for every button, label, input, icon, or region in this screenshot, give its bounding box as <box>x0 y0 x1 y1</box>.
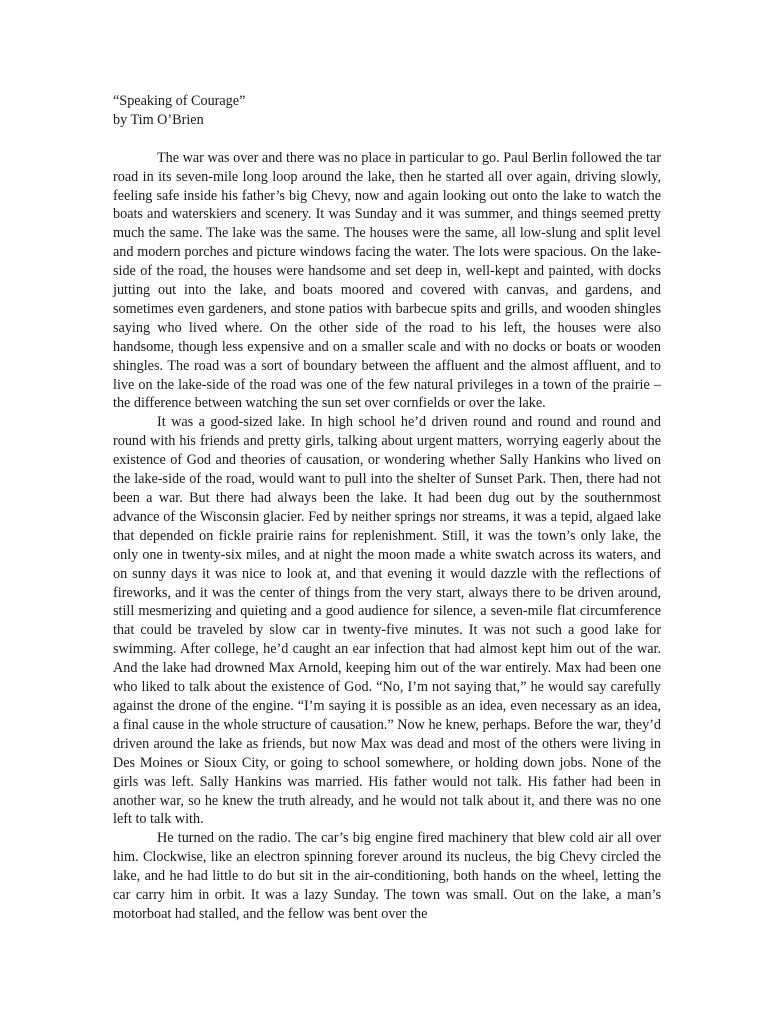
document-byline: by Tim O’Brien <box>113 111 204 128</box>
title-block <box>113 92 661 130</box>
paragraph-3: He turned on the radio. The car’s big engine fired machinery that blew cold air all over him. Clockwise, like an electron spinning forever around its nucleus, the big Chevy circled the lake, and he had little to do but sit in the air-conditioning, both hands on the wheel, letting the car carry him in orbit. It was a lazy Sunday. The town was small. Out on the lake, a man’s motorboat had stalled, and the fellow was bent over the <box>113 830 661 922</box>
paragraph-2: It was a good-sized lake. In high school he’d driven round and round and round and round with his friends and pretty girls, talking about urgent matters, worrying eagerly about the existence of God and theories of causation, or wondering whether Sally Hankins who lived on the lake-side of the road, would want to pull into the shelter of Sunset Park. Then, there had not been a war. But there had always been the lake. It had been dug out by the southernmost advance of the Wisconsin glacier. Fed by neither springs nor streams, it was a tepid, algaed lake that depended on fickle prairie rains for replenishment. Still, it was the town’s only lake, the only one in twenty-six miles, and at night the moon made a white swatch across its waters, and on sunny days it was nice to look at, and that evening it would dazzle with the reflections of fireworks, and it was the center of things from the very start, always there to be driven around, still mesmerizing and quieting and a good audience for silence, a seven-mile flat circumference that could be traveled by slow car in twenty-five minutes. It was not such a good lake for swimming. After college, he’d caught an ear infection that had almost kept him out of the war. And the lake had drowned Max Arnold, keeping him out of the war entirely. Max had been one who liked to talk about the existence of God. “No, I’m not saying that,” he would say carefully against the drone of the engine. “I’m saying it is possible as an idea, even necessary as an idea, a final cause in the whole structure of causation.” Now he knew, perhaps. Before the war, they’d driven around the lake as friends, but now Max was dead and most of the others were living in Des Moines or Sioux City, or going to school somewhere, or holding down jobs. None of the girls was left. Sally Hankins was married. His father would not talk. His father had been in another war, so he knew the truth already, and he would not talk about it, and there was no one left to talk with. <box>113 414 661 828</box>
document-page <box>113 92 661 924</box>
document-title: “Speaking of Courage” <box>113 93 246 109</box>
paragraph-1: The war was over and there was no place in particular to go. Paul Berlin followed the tar road in its seven-mile long loop around the lake, then he started all over again, driving slowly, feeling safe inside his father’s big Chevy, now and again looking out onto the lake to watch the boats and waterskiers and scenery. It was Sunday and it was summer, and things seemed pretty much the same. The lake was the same. The houses were the same, all low-slung and split level and modern porches and picture windows facing the water. The lots were spacious. On the lake-side of the road, the houses were handsome and set deep in, well-kept and painted, with docks jutting out into the lake, and boats moored and covered with canvas, and gardens, and sometimes even gardeners, and stone patios with barbecue spits and grills, and wooden shingles saying who lived where. On the other side of the road to his left, the houses were also handsome, though less expensive and on a smaller scale and with no docks or boats or wooden shingles. The road was a sort of boundary between the affluent and the almost affluent, and to live on the lake-side of the road was one of the few natural privileges in a town of the prairie – the difference between watching the sun set over cornfields or over the lake. <box>113 149 661 412</box>
